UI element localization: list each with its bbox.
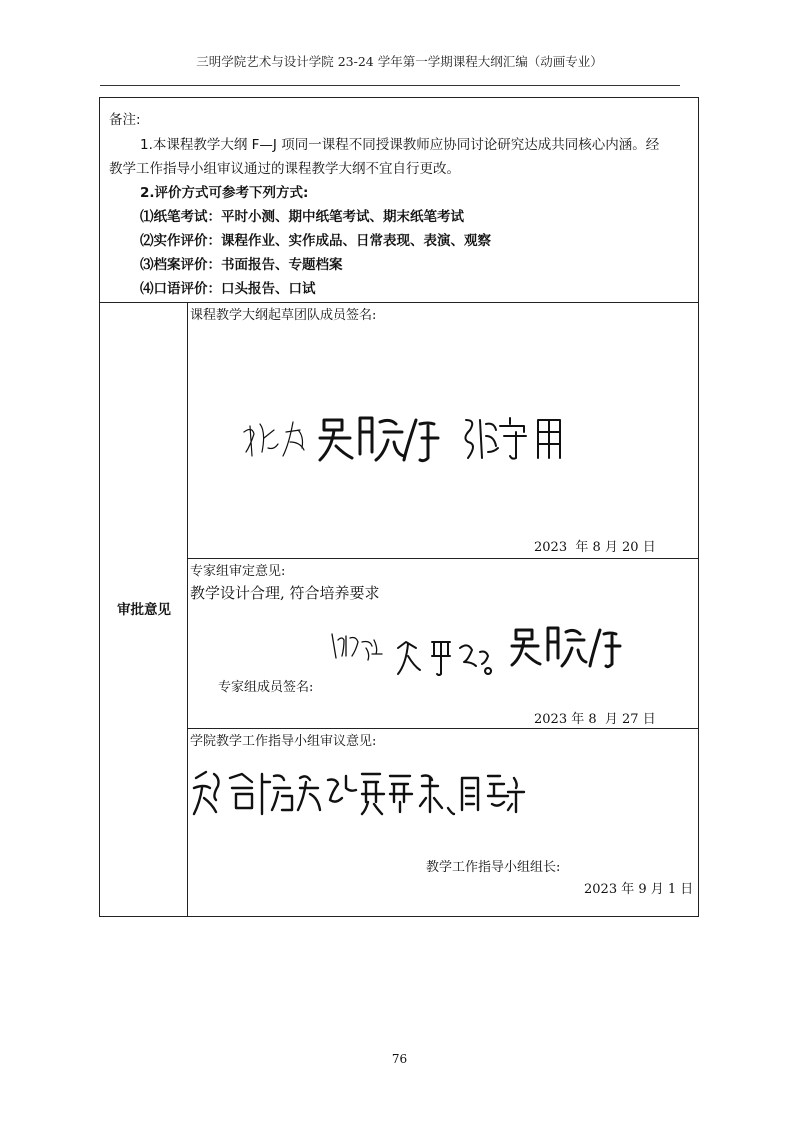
notes-item4: ⑵实作评价：课程作业、实作成品、日常表现、表演、观察 <box>140 233 491 249</box>
notes-item6: ⑷口语评价：口头报告、口试 <box>140 281 316 297</box>
approval-label-column <box>100 302 188 916</box>
drafting-signatures-image <box>238 402 578 472</box>
notes-item3: ⑴纸笔考试：平时小测、期中纸笔考试、期末纸笔考试 <box>140 209 464 225</box>
notes-heading: 备注: <box>109 112 141 128</box>
college-handwritten-opinion-image <box>190 764 530 824</box>
notes-item2: 2.评价方式可参考下列方式: <box>140 185 309 201</box>
expert-title: 专家组审定意见: <box>190 564 286 579</box>
expert-signatures-image <box>328 622 648 682</box>
expert-date: 2023 年 8 月 27 日 <box>534 712 656 727</box>
expert-opinion: 教学设计合理, 符合培养要求 <box>190 584 380 602</box>
syllabus-approval-table <box>99 97 699 917</box>
page-header-title: 三明学院艺术与设计学院 23-24 学年第一学期课程大纲汇编（动画专业） <box>196 54 603 69</box>
college-group-section <box>188 728 698 916</box>
header-rule <box>100 85 680 86</box>
notes-item5: ⑶档案评价：书面报告、专题档案 <box>140 257 343 273</box>
drafting-date: 2023 年 8 月 20 日 <box>534 540 656 555</box>
notes-item1-line1: 1.本课程教学大纲 F—J 项同一课程不同授课教师应协同讨论研究达成共同核心内涵。经 <box>140 137 660 153</box>
expert-members-label: 专家组成员签名: <box>218 680 314 695</box>
drafting-team-section <box>188 302 698 559</box>
notes-item1-line2: 教学工作指导小组审议通过的课程教学大纲不宜自行更改。 <box>109 161 460 177</box>
notes-section <box>100 98 698 303</box>
drafting-title: 课程教学大纲起草团队成员签名: <box>190 308 377 323</box>
approval-label: 审批意见 <box>117 602 171 618</box>
expert-group-section <box>188 558 698 729</box>
college-date: 2023 年 9 月 1 日 <box>584 882 694 897</box>
college-title: 学院教学工作指导小组审议意见: <box>190 734 377 749</box>
college-leader-label: 教学工作指导小组组长: <box>426 860 561 875</box>
page-number: 76 <box>391 1052 408 1066</box>
